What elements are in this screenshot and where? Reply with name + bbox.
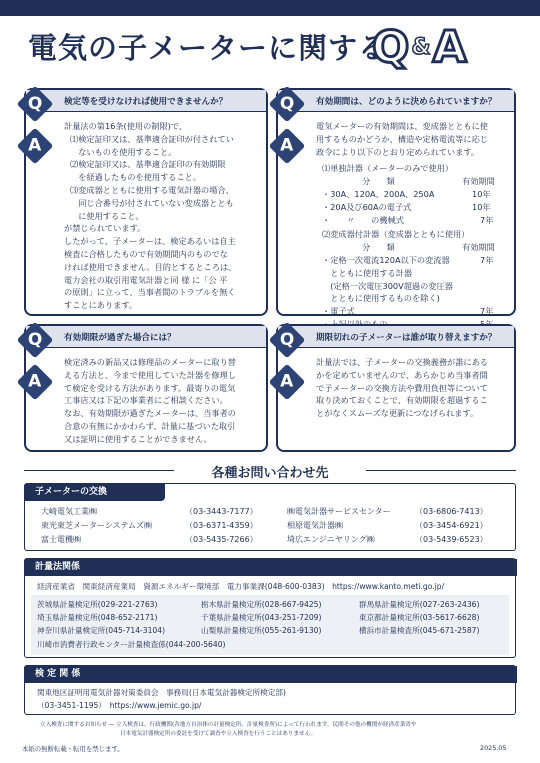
company-name: ㈱電気計器サービスセンター — [287, 507, 391, 516]
answer-line: が禁じられています。 — [64, 223, 146, 234]
company-phone: （03-5439-6523） — [415, 535, 488, 544]
answer-line: かを定めていませんので、あらかじめ当事者間 — [316, 369, 488, 380]
question-text: 有効期間は、どのように決められていますか？ — [316, 97, 497, 107]
answer-line: ければ使用できません。目的とするところは、 — [64, 261, 237, 272]
answer-line: 電気メーターの有効期間は、変成器とともに使 — [316, 121, 488, 131]
office-contact: 千葉県計量検定所(043-251-7209) — [201, 613, 322, 622]
qa-logo-amp: & — [411, 35, 433, 60]
office-contact: 神奈川県計量検定所(045-714-3104) — [37, 626, 166, 635]
footnote-line: 日本電気計器検定所の委託を受けて調査や立入検査を行うことはありません。 — [120, 731, 317, 737]
qa-logo-q: Q — [372, 22, 412, 73]
company-name: 富士電機㈱ — [41, 535, 81, 544]
answer-line: 又は証明に使用することができません。 — [64, 433, 212, 444]
answer-line: 検定済みの新品又は修理品のメーターに取り替 — [64, 357, 236, 367]
qa-card-replacement — [276, 324, 516, 452]
table-row: とともに使用する計器 — [322, 267, 413, 278]
question-bar — [278, 90, 514, 112]
answer-line: 合意の有無にかかわらず、計量に基づいた取引 — [64, 420, 236, 431]
answer-line: の原則」に立って、当事者間のトラブルを無く — [64, 287, 236, 298]
answer-line: とがなくスムーズな更新につなげられます。 — [316, 408, 479, 419]
company-phone: （03-3454-6921） — [415, 521, 488, 530]
office-contact: 栃木県計量検定所(028-667-9425) — [201, 600, 322, 609]
answer-line: 取り決めておくことで、有効期限を超過するこ — [316, 395, 488, 406]
table-row: ・定格一次電流120A以下の変流器 7年 — [322, 254, 494, 265]
answer-line: に使用すること。 — [70, 210, 144, 221]
answer-line: すことにあります。 — [64, 300, 138, 311]
meter-exchange-box — [24, 483, 516, 551]
answer-line: で子メーターの交換方法や費用負担等について — [316, 382, 488, 393]
issue-date: 2025.05 — [480, 744, 507, 752]
qa-logo-a: A — [432, 22, 469, 73]
inspection-box — [24, 665, 516, 715]
answer-line: したがって、子メーターは、検定あるいは自主 — [64, 236, 236, 247]
answer-line: 計量法では、子メーターの交換義務が誰にある — [316, 357, 488, 367]
footnote-line: 立入検査に関するお知らせ ― 立入検査は、行政機関(各地方自治体の計量検定所、計量検査所)によって行われます。民間その他の機関が経済産業省や — [40, 722, 417, 728]
q-badge: Q — [269, 322, 306, 359]
answer-text — [64, 120, 260, 312]
q-badge: Q — [17, 86, 54, 123]
answer-line: 用するものかどうか、構造や定格電流等に応じ — [316, 133, 488, 144]
top-bar — [0, 0, 540, 16]
answer-line: 計量法の第16条(使用の制限)で、 — [64, 121, 188, 131]
table-row: とともに使用するものを除く) — [322, 293, 440, 304]
a-badge: A — [269, 364, 306, 401]
question-bar — [26, 326, 266, 348]
answer-line: 同じ合番号が付されていない変成器ととも — [70, 197, 234, 208]
answer-line: ⑵検定証印又は、基準適合証印の有効期限 — [70, 159, 226, 170]
a-badge: A — [269, 128, 306, 165]
company-phone: （03-3443-7177） — [185, 507, 258, 516]
q-badge: Q — [17, 322, 54, 359]
inspection-contact: （03-3451-1195） https://www.jemic.go.jp/ — [37, 701, 202, 710]
company-name: 大崎電気工業㈱ — [41, 507, 97, 516]
office-contact: 山梨県計量検定所(055-261-9130) — [201, 626, 322, 635]
office-contact: 埼玉県計量検定所(048-652-2171) — [37, 613, 158, 622]
office-contact: 川崎市消費者行政センター計量検査係(044-200-5640) — [37, 640, 226, 649]
question-bar — [26, 90, 266, 112]
answer-text — [316, 356, 508, 420]
answer-text — [316, 120, 508, 331]
answer-line: ないものを使用すること。 — [70, 146, 177, 157]
company-name: 相原電気計器㈱ — [287, 521, 343, 530]
office-contact: 茨城県計量検定所(029-221-2763) — [37, 600, 158, 609]
measurement-law-box — [24, 558, 516, 658]
table-row: (定格一次電圧300V超過の変圧器 — [322, 280, 453, 291]
answer-line: 電力会社の取引用電気計器と同 様 に「公 平 — [64, 274, 228, 285]
answer-line: 政令により以下のとおり定められています。 — [316, 146, 480, 157]
company-phone: （03-5435-7266） — [185, 535, 258, 544]
question-bar — [278, 326, 514, 348]
office-contact: 横浜市計量検査所(045-671-2587) — [359, 626, 480, 635]
answer-text — [64, 356, 260, 446]
answer-line: ⑴検定証印又は、基準適合証印が付されてい — [70, 133, 234, 144]
table-row: ・電子式 7年 — [322, 306, 494, 317]
inspection-title: 検 定 関 係 — [25, 666, 517, 683]
reprint-notice: 本紙の無断転載・転用を禁じます。 — [22, 745, 124, 753]
contacts-title: 各種お問い合わせ先 — [211, 466, 329, 481]
measurement-law-title: 計量法関係 — [25, 559, 517, 576]
qa-card-validity-period — [276, 88, 516, 316]
answer-line: える方法と、今まで使用していた計器を修理し — [64, 369, 236, 380]
inspection-org: 関東地区証明用電気計器対策委員会 事務局(日本電気計器検定所検定部) — [37, 688, 286, 697]
table-row: ・30A、120A、200A、250A 10年 — [322, 188, 491, 199]
answer-line: なお、有効期限が過ぎたメーターは、当事者の — [64, 408, 236, 419]
contacts-heading — [24, 462, 516, 481]
meter-exchange-title: 子メーターの交換 — [25, 484, 165, 501]
a-badge: A — [17, 128, 54, 165]
answer-line: て検定を受ける方法があります。最寄りの電気 — [64, 382, 236, 393]
question-text: 有効期限が過ぎた場合には？ — [64, 333, 176, 343]
question-text: 期限切れの子メーターは誰が取り替えますか？ — [316, 333, 497, 343]
heading-rule-right — [366, 470, 516, 471]
answer-line: ⑶変成器とともに使用する電気計器の場合、 — [70, 184, 234, 195]
company-phone: （03-6806-7413） — [415, 507, 488, 516]
qa-card-usage-restriction — [24, 88, 268, 316]
a-badge: A — [17, 364, 54, 401]
answer-line: を経過したものを使用すること。 — [70, 172, 202, 183]
qa-logo — [372, 22, 469, 73]
q-badge: Q — [269, 86, 306, 123]
meti-contact: 経済産業省 関東経済産業局 資源エネルギー環境部 電力事業課(048-600-0383) https://www.kanto.meti.go.jp/ — [37, 582, 445, 591]
table-head: 分 類 有効期間 — [362, 242, 495, 253]
office-contact: 群馬県計量検定所(027-263-2436) — [359, 600, 480, 609]
table-title: ⑵変成器付計器（変成器とともに使用） — [322, 229, 470, 240]
office-contact: 東京都計量検定所(03-5617-6628) — [359, 613, 480, 622]
question-text: 検定等を受けなければ使用できませんか？ — [64, 97, 228, 107]
answer-line: 検査に合格したもので有効期間内のものでな — [64, 248, 228, 259]
table-row: ・20A及び60Aの電子式 10年 — [322, 201, 491, 212]
table-row: ・ 〃 の機械式 7年 — [322, 214, 494, 225]
table-head: 分 類 有効期間 — [362, 176, 495, 187]
page-title: 電気の子メーターに関する — [28, 31, 389, 65]
company-name: 埼広エンジニヤリング㈱ — [287, 535, 375, 544]
company-phone: （03-6371-4359） — [185, 521, 258, 530]
company-name: 東光東芝メーターシステムズ㈱ — [41, 521, 153, 530]
qa-card-expired — [24, 324, 268, 452]
answer-line: 工事店又は下記の事業者にご相談ください。 — [64, 395, 228, 406]
table-title: ⑴単独計器（メーターのみで使用） — [322, 163, 454, 174]
